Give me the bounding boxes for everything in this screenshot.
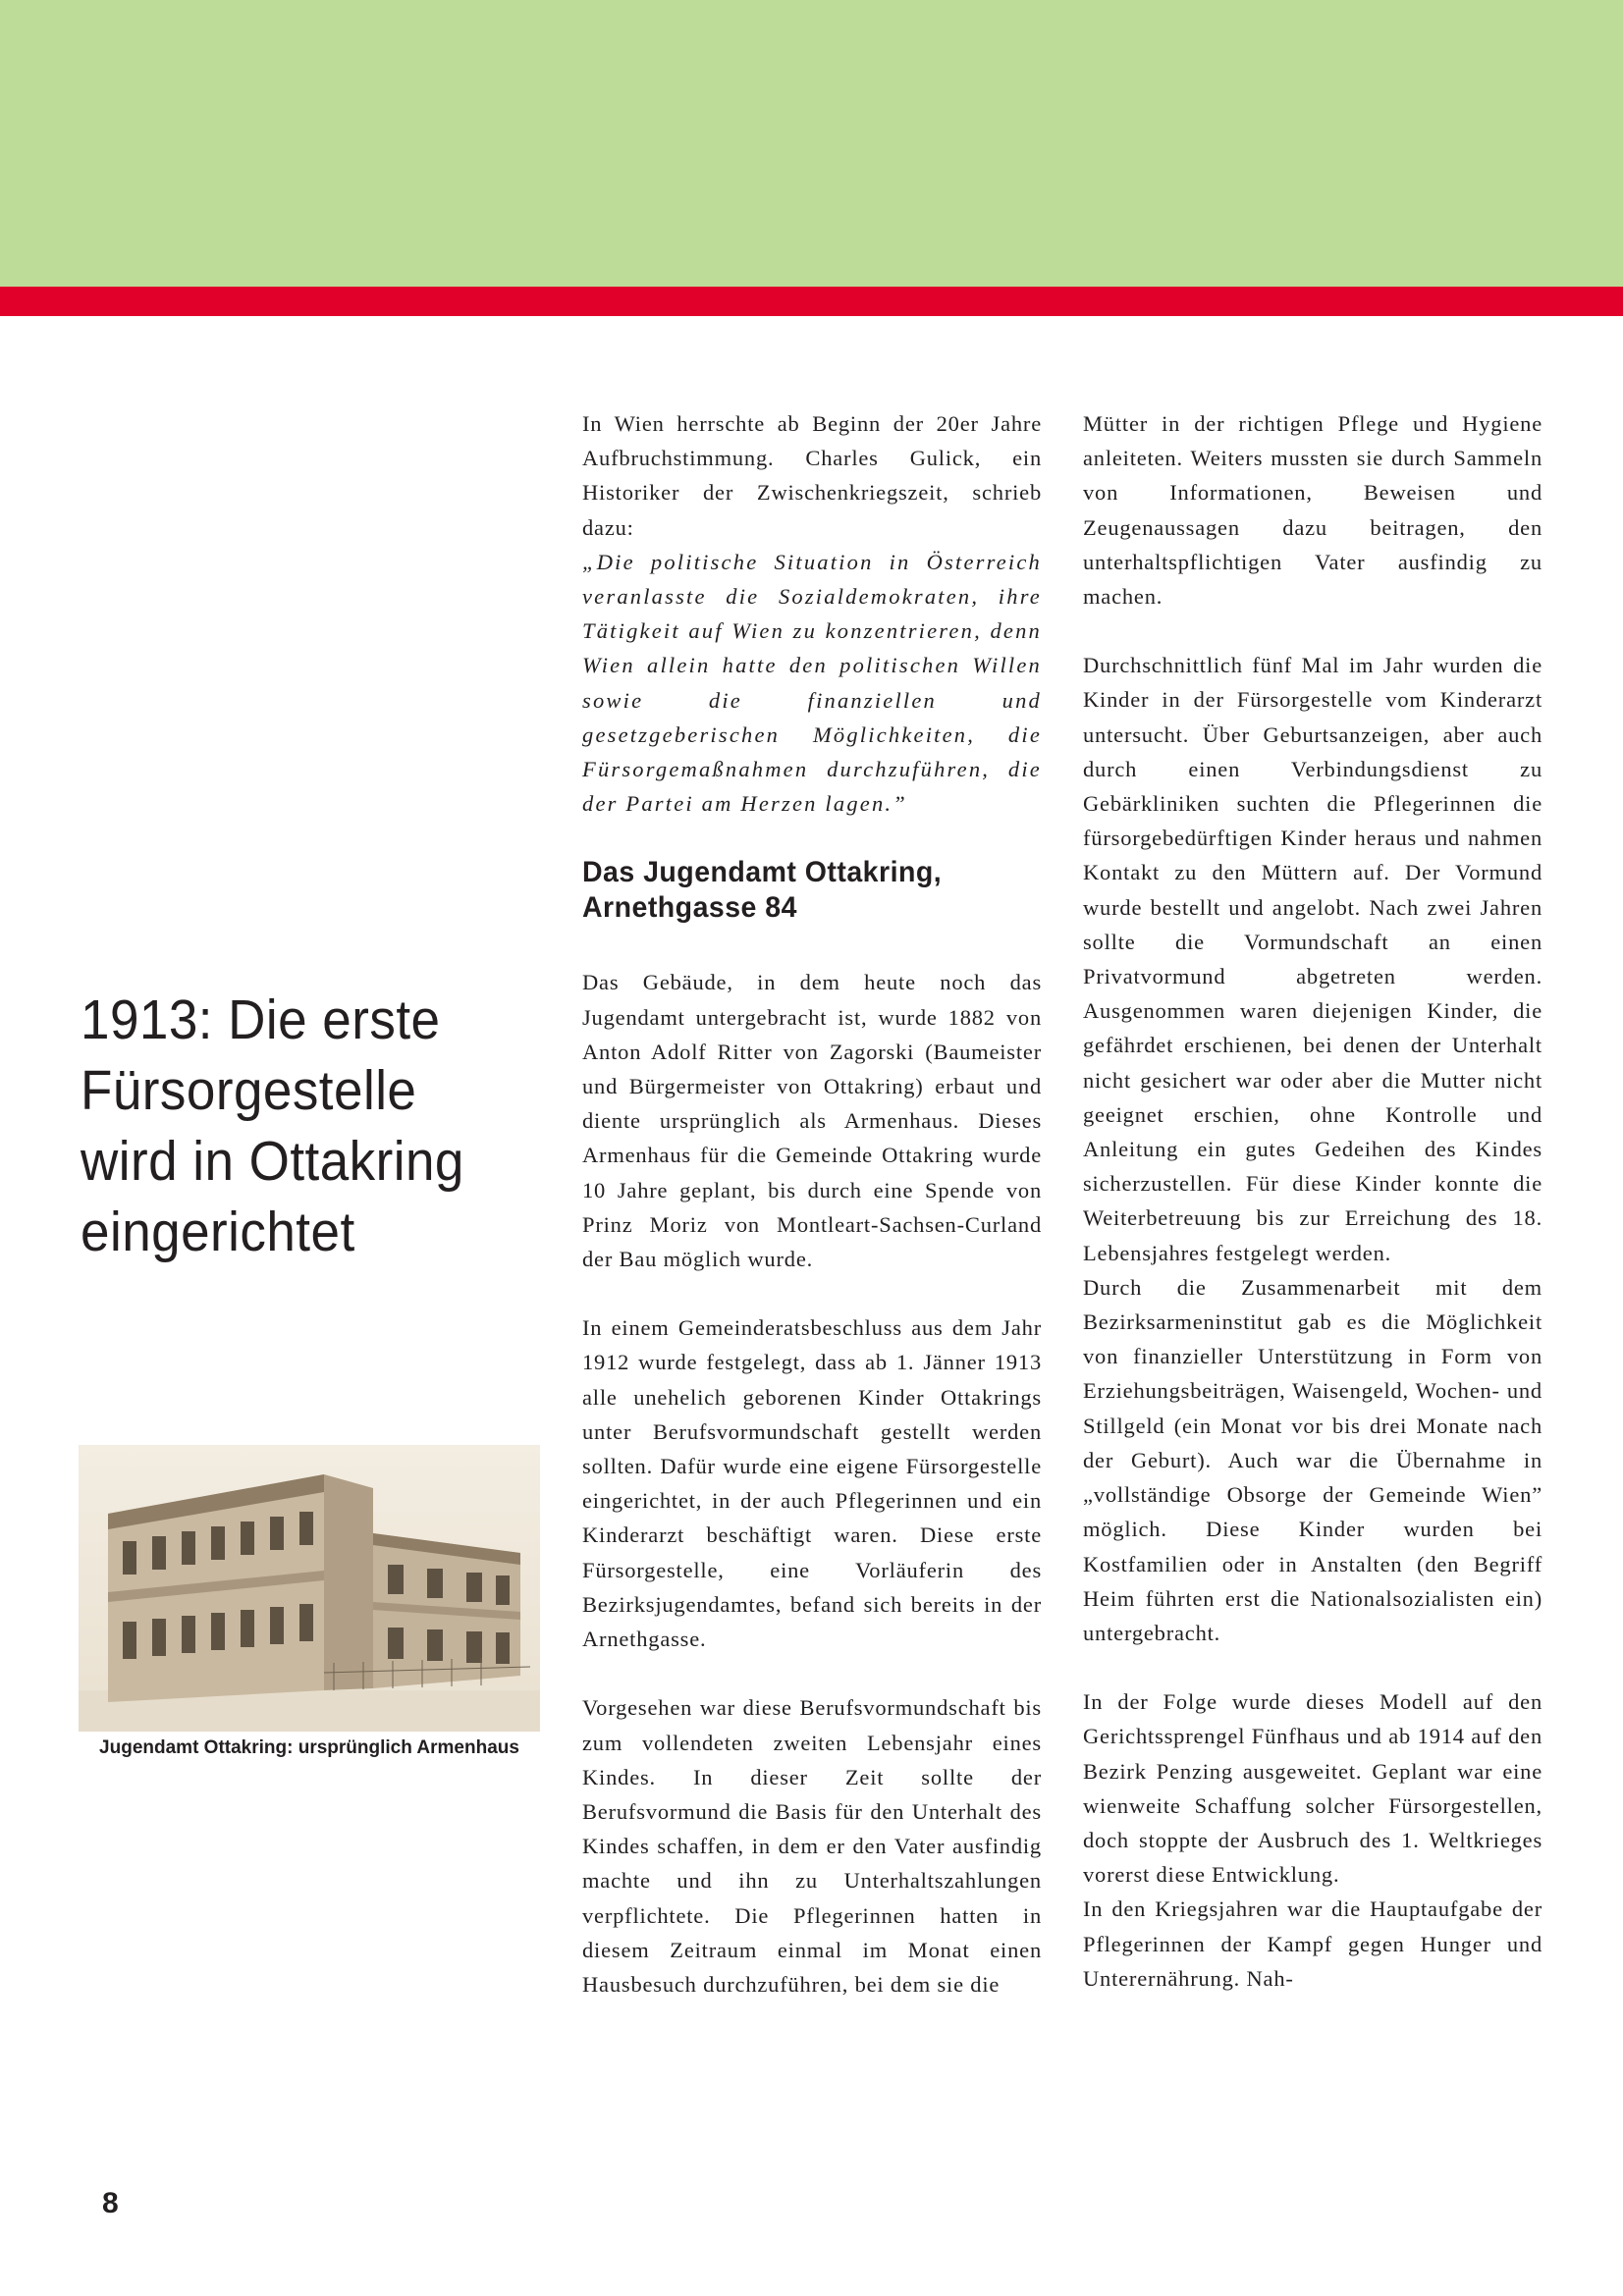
header-band [0,0,1623,287]
section-title: 1913: Die erste Fürsorgestelle wird in Ottakring eingerichtet [81,988,464,1263]
paragraph: In den Kriegsjahren war die Hauptaufgabe der Pflegerinnen der Kampf gegen Hunger und Unterernährung. Nah- [1083,1896,1542,1991]
armenhaus-photo [79,1445,540,1732]
intro-paragraph: In Wien herrschte ab Beginn der 20er Jahre Aufbruchstimmung. Charles Gulick, ein Historiker der Zwischenkriegszeit, schrieb dazu: [582,411,1042,540]
building-illustration [79,1445,540,1732]
paragraph: In einem Gemeinderatsbeschluss aus dem Jahr 1912 wurde festgelegt, dass ab 1. Jänner 1913 alle unehelich geborenen Kinder Ottakrings unter Berufsvormundschaft gestellt werden sollten. Dafür wurde eine eigene Fürsorgestelle eingerichtet, in der auch Pflegerinnen und ein Kinderarzt beschäftigt waren. Diese erste Fürsorgestelle, eine Vorläuferin des Bezirksjugendamtes, befand sich bereits in der Arnethgasse. [582,1315,1042,1652]
photo-caption: Jugendamt Ottakring: ursprünglich Armenhaus [99,1737,519,1758]
paragraph: Durch die Zusammenarbeit mit dem Bezirksarmeninstitut gab es die Möglichkeit von finanzieller Unterstützung in Form von Erziehungsbeiträgen, Waisengeld, Wochen- und Stillgeld (ein Monat vor bis drei Monate nach der Geburt). Auch war die Übernahme in „vollständige Obsorge der Gemeinde Wien” möglich. Diese Kinder wurden bei Kostfamilien oder in Anstalten (den Begriff Heim führten erst die Nationalsozialisten ein) untergebracht. [1083,1274,1542,1645]
paragraph: Vorgesehen war diese Berufsvormundschaft bis zum vollendeten zweiten Lebensjahr eines Kindes. In dieser Zeit sollte der Berufsvormund die Basis für den Unterhalt des Kindes schaffen, in dem er den Vater ausfindig machte und ihn zu Unterhaltszahlungen verpflichtete. Die Pflegerinnen hatten in diesem Zeitraum einmal im Monat einen Hausbesuch durchzuführen, bei dem sie die [582,1695,1042,1997]
subheading: Das Jugendamt Ottakring, Arnethgasse 84 [582,856,943,925]
paragraph: Durchschnittlich fünf Mal im Jahr wurden die Kinder in der Fürsorgestelle vom Kinderarzt untersucht. Über Geburtsanzeigen, aber auch durch einen Verbindungsdienst zu Gebärkliniken suchten die Pflegerinnen die fürsorgebedürftigen Kinder heraus und nahmen Kontakt zu den Müttern auf. Der Vormund wurde bestellt und angelobt. Nach zwei Jahren sollte die Vormundschaft an einen Privatvormund abgetreten werden. Ausgenommen waren diejenigen Kinder, die gefährdet erschienen, bei denen der Unterhalt nicht gesichert war oder aber die Mutter nicht geeignet erschien, ohne Kontrolle und Anleitung ein gutes Gedeihen des Kindes sicherzustellen. Für diese Kinder konnte die Weiterbetreuung bis zur Erreichung des 18. Lebensjahres festgelegt werden. [1083,653,1542,1265]
page-number: 8 [102,2187,119,2219]
gulick-quote: „Die politische Situation in Österreich veranlasste die Sozialdemokraten, ihre Tätigkeit auf Wien zu konzentrieren, denn Wien allein hatte den politischen Willen sowie die finanziellen und gesetzgeberischen Möglichkeiten, die Fürsorgemaßnahmen durchzuführen, die der Partei am Herzen lagen.” [582,549,1042,817]
paragraph: In der Folge wurde dieses Modell auf den Gerichtssprengel Fünfhaus und ab 1914 auf den Bezirk Penzing ausgeweitet. Geplant war eine wienweite Schaffung solcher Fürsorgestellen, doch stoppte der Ausbruch des 1. Weltkrieges vorerst diese Entwicklung. [1083,1689,1542,1888]
text-column-2 [1083,406,1542,1996]
paragraph: Das Gebäude, in dem heute noch das Jugendamt untergebracht ist, wurde 1882 von Anton Adolf Ritter von Zagorski (Baumeister und Bürgermeister von Ottakring) erbaut und diente ursprünglich als Armenhaus. Dieses Armenhaus für die Gemeinde Ottakring wurde 10 Jahre geplant, bis durch eine Spende von Prinz Moriz von Montleart-Sachsen-Curland der Bau möglich wurde. [582,970,1042,1272]
text-column-1 [582,406,1042,2002]
accent-stripe [0,287,1623,316]
paragraph: Mütter in der richtigen Pflege und Hygiene anleiteten. Weiters mussten sie durch Sammeln von Informationen, Beweisen und Zeugenaussagen dazu beitragen, den unterhaltspflichtigen Vater ausfindig zu machen. [1083,411,1542,610]
